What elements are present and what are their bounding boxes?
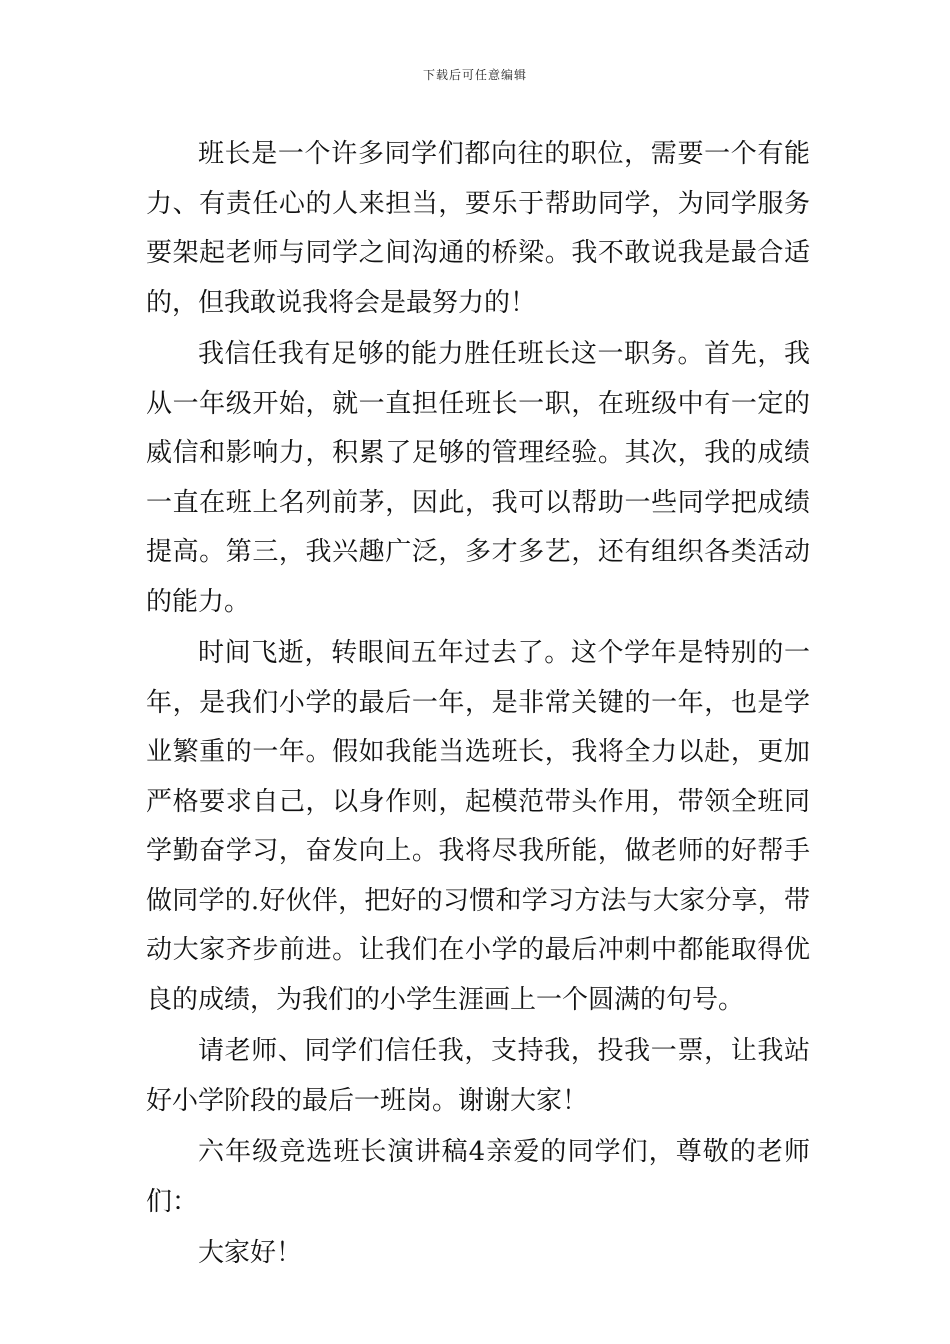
paragraph-2: 我信任我有足够的能力胜任班长这一职务。首先，我从一年级开始，就一直担任班长一职，在班级中有一定的威信和影响力，积累了足够的管理经验。其次，我的成绩一直在班上名列前茅，因此，我可以帮助一些同学把成绩提高。第三，我兴趣广泛，多才多艺，还有组织各类活动的能力。 [146, 339, 810, 617]
paragraph-6: 大家好！ [198, 1238, 303, 1268]
paragraph-3: 时间飞逝，转眼间五年过去了。这个学年是特别的一年，是我们小学的最后一年，是非常关键的一年，也是学业繁重的一年。假如我能当选班长，我将全力以赴，更加严格要求自己，以身作则，起模范带头作用，带领全班同学勤奋学习，奋发向上。我将尽我所能，做老师的好帮手做同学的.好伙伴，把好的习惯和学习方法与大家分享，带动大家齐步前进。让我们在小学的最后冲刺中都能取得优良的成绩，为我们的小学生涯画上一个圆满的句号。 [146, 638, 810, 1015]
paragraph-1: 班长是一个许多同学们都向往的职位，需要一个有能力、有责任心的人来担当，要乐于帮助同学，为同学服务要架起老师与同学之间沟通的桥梁。我不敢说我是最合适的，但我敢说我将会是最努力的！ [146, 139, 810, 318]
paragraph-4: 请老师、同学们信任我，支持我，投我一票，让我站好小学阶段的最后一班岗。谢谢大家！ [146, 1036, 810, 1116]
document-body [146, 130, 810, 1279]
paragraph-5: 六年级竞选班长演讲稿4亲爱的同学们，尊敬的老师们： [146, 1137, 810, 1217]
page-header: 下载后可任意编辑 [422, 68, 527, 82]
